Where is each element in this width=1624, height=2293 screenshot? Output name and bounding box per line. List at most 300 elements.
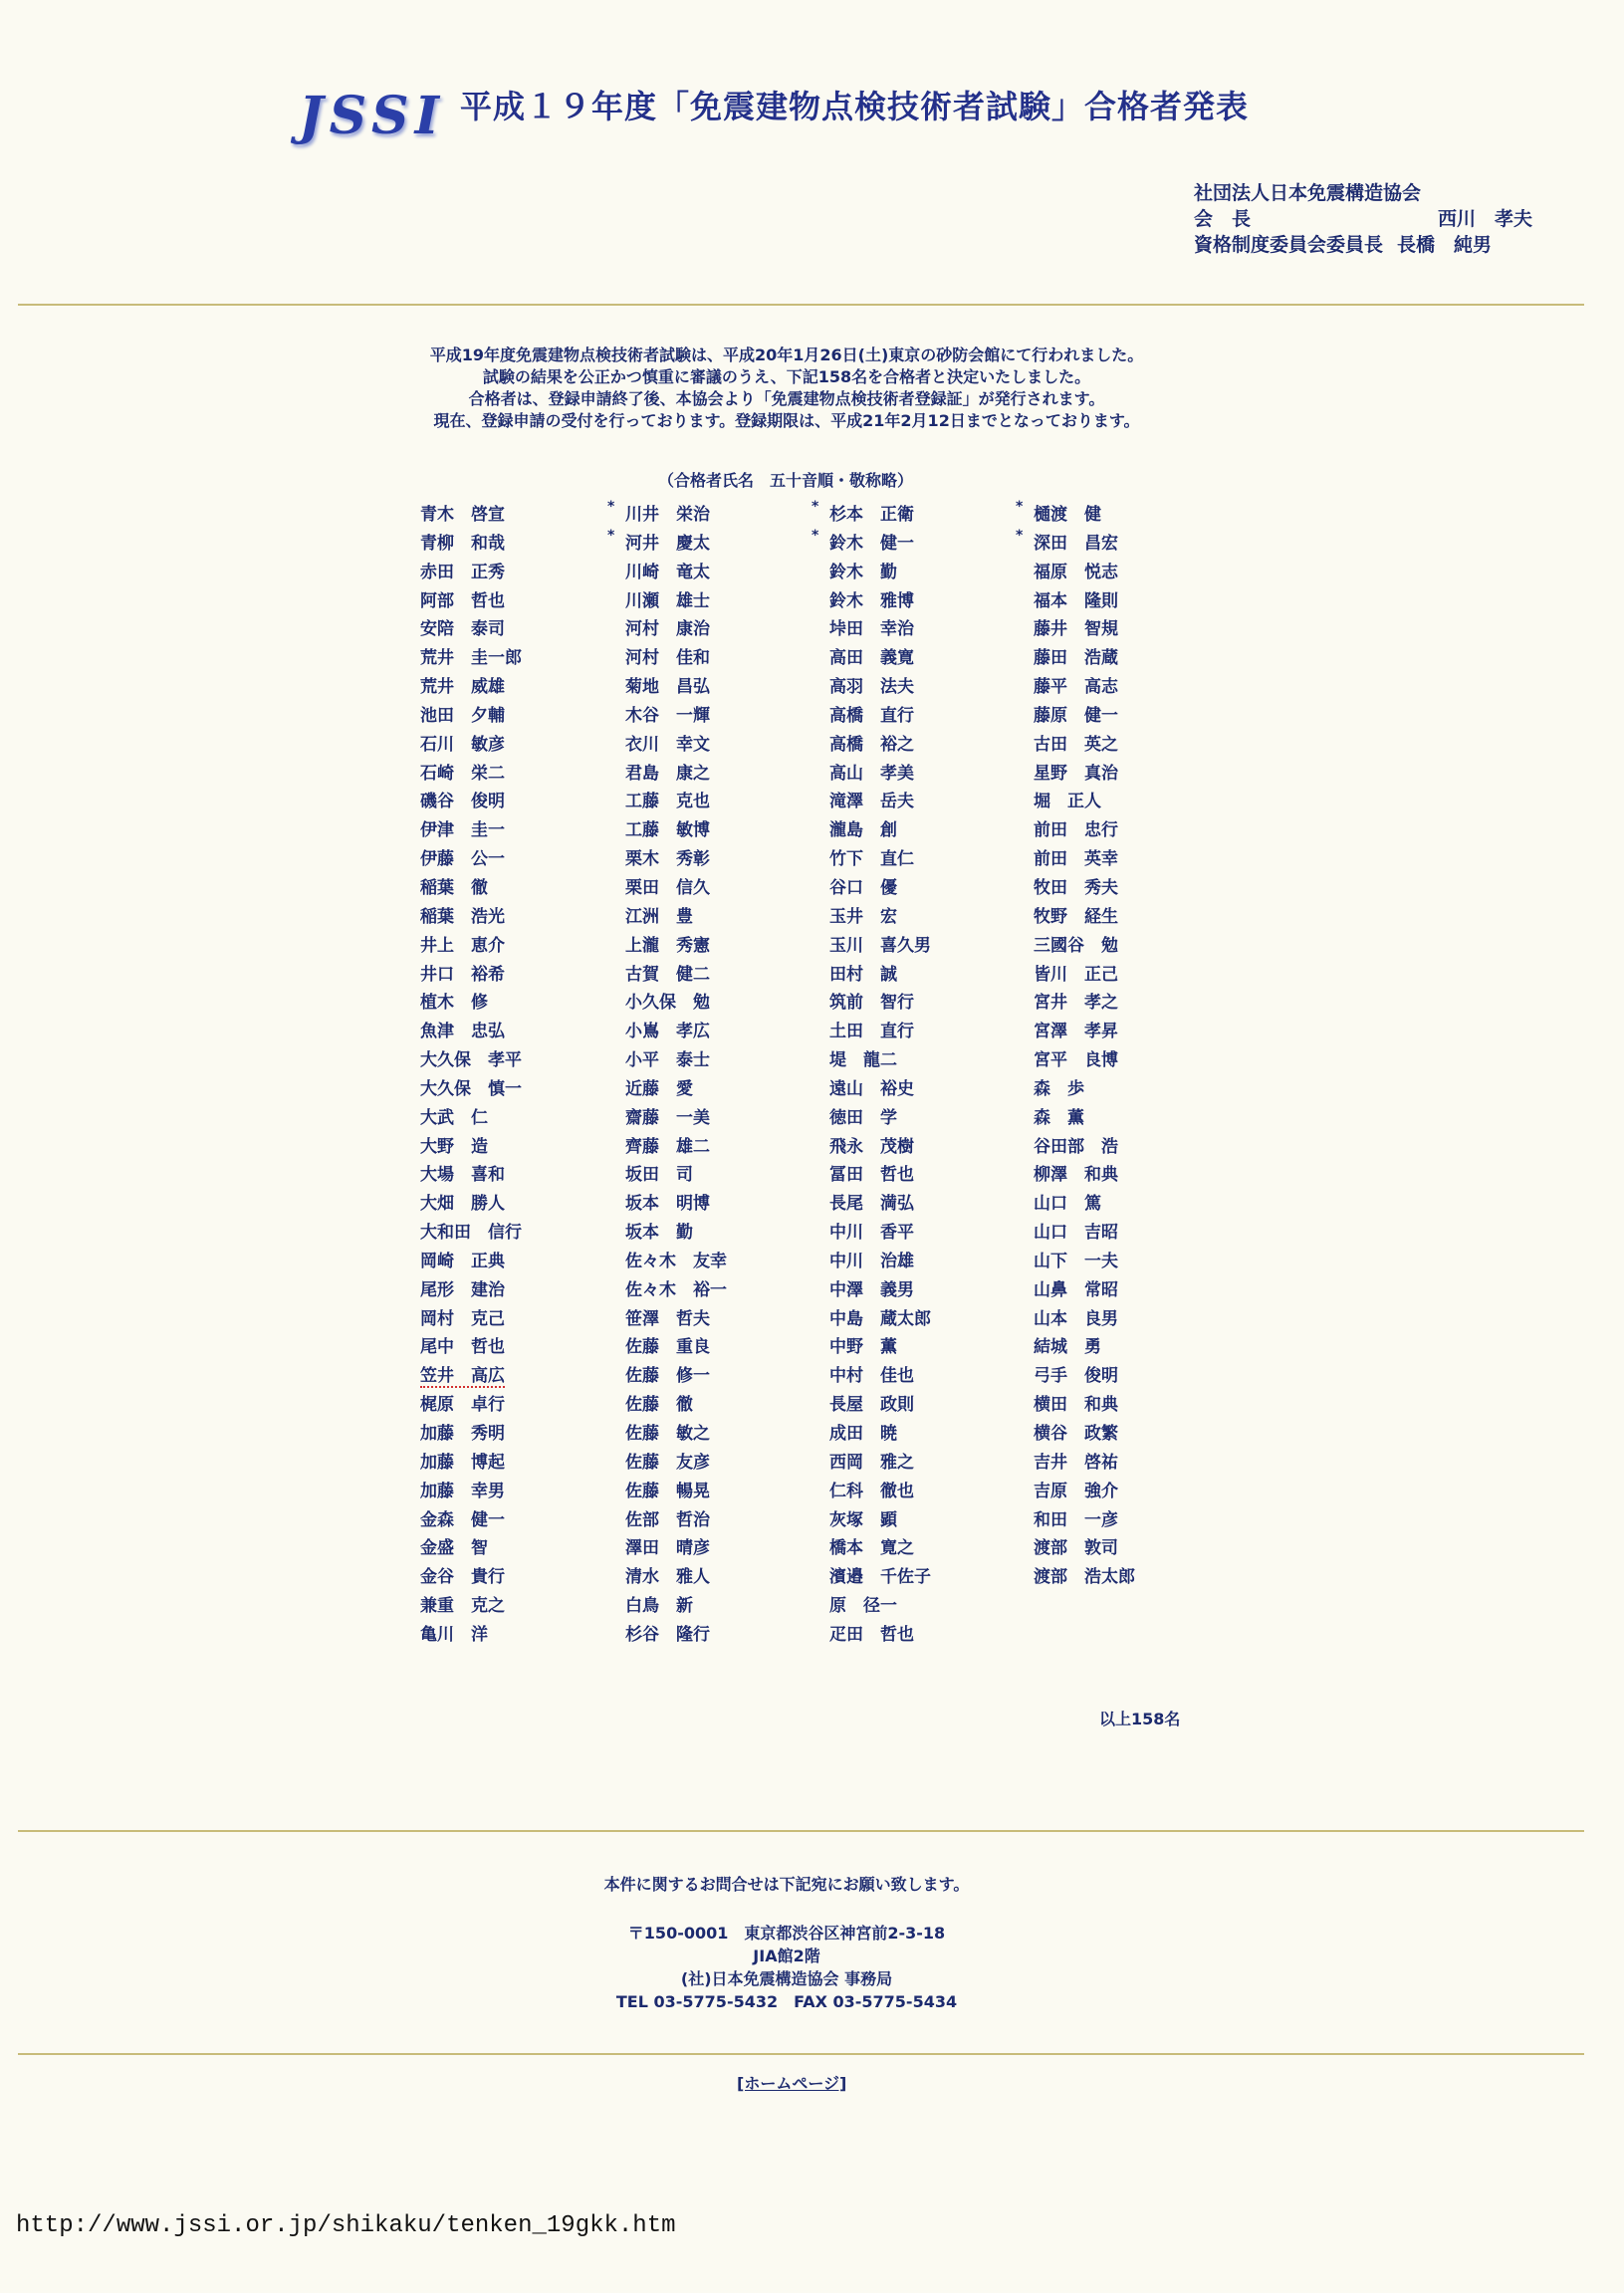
name-text: 安陪 泰司 [420,619,505,640]
name-text: 遠山 裕史 [829,1078,914,1099]
name-entry [1034,1478,1233,1506]
name-entry [829,1592,1029,1621]
name-entry [607,527,824,559]
name-entry [1034,587,1233,616]
name-entry [625,1563,824,1592]
name-text: 飛永 茂樹 [829,1136,914,1157]
name-entry [1034,1449,1233,1478]
name-text: 井上 恵介 [420,935,505,956]
name-entry [1034,1420,1233,1449]
name-text: 佐藤 敏之 [625,1424,710,1444]
org-president [1194,206,1532,232]
name-entry [829,1563,1029,1592]
name-entry [420,989,619,1018]
name-entry [420,731,619,760]
org-name-text: 社団法人日本免震構造協会 [1194,182,1422,204]
name-entry [1034,1018,1233,1046]
name-text: 清水 雅人 [625,1567,710,1588]
name-entry [625,816,824,845]
divider-middle [18,1830,1584,1832]
name-text: 高橋 直行 [829,705,914,726]
name-text: 藤平 高志 [1034,677,1118,698]
list-heading: （合格者氏名 五十音順・敬称略） [658,471,914,490]
name-entry [829,1478,1029,1506]
name-entry [420,1190,619,1219]
name-entry [829,615,1029,644]
name-text: 藤原 健一 [1034,705,1118,726]
name-entry [420,903,619,932]
name-text: 森 歩 [1034,1078,1084,1099]
name-entry [829,1018,1029,1046]
name-entry [829,1449,1029,1478]
name-text: 小嶌 孝広 [625,1022,710,1042]
contact-address [488,1922,1085,2013]
name-text: 長屋 政則 [829,1395,914,1416]
name-text: 前田 忠行 [1034,820,1118,841]
name-text: 河村 康治 [625,619,710,640]
name-entry [829,1161,1029,1190]
name-text: 荒井 圭一郎 [420,648,522,669]
name-entry [625,673,824,702]
name-text: 牧野 経生 [1034,906,1118,927]
names-column-3 [812,499,1029,1650]
name-text: 青木 啓宣 [420,505,505,525]
name-text: 近藤 愛 [625,1078,693,1099]
name-text: 井口 裕希 [420,964,505,985]
name-entry [1034,903,1233,932]
name-text: 宮平 良博 [1034,1050,1118,1071]
chair-role: 資格制度委員会委員長 [1194,234,1384,256]
names-column-4 [1016,499,1233,1592]
name-text: 高羽 法夫 [829,677,914,698]
name-text: 冨田 哲也 [829,1165,914,1186]
name-entry [1034,989,1233,1018]
name-entry [420,1563,619,1592]
name-entry [625,1276,824,1305]
name-text: 阿部 哲也 [420,590,505,611]
name-entry [1034,1563,1233,1592]
page-url: http://www.jssi.or.jp/shikaku/tenken_19gkk.htm [16,2212,676,2239]
name-entry [420,1075,619,1104]
names-column-2 [607,499,824,1650]
name-entry [1034,788,1233,816]
name-text: 弓手 俊明 [1034,1366,1118,1387]
name-text: 杉本 正衛 [829,505,914,525]
name-text: 藤田 浩蔵 [1034,648,1118,669]
name-entry [1034,932,1233,961]
name-text: 池田 夕輔 [420,705,505,726]
name-entry [625,1219,824,1248]
name-entry [1034,1391,1233,1420]
name-entry [829,731,1029,760]
name-text: 高山 孝美 [829,763,914,784]
name-text: 伊藤 公一 [420,849,505,870]
name-text: 原 径一 [829,1596,897,1617]
name-entry [829,1333,1029,1362]
name-entry [829,673,1029,702]
name-entry [829,816,1029,845]
address-line: (社)日本免震構造協会 事務局 [680,1969,893,1988]
divider-top [18,304,1584,306]
name-text: 長尾 満弘 [829,1194,914,1215]
name-text: 大和田 信行 [420,1223,522,1244]
name-text: 高田 義寛 [829,648,914,669]
name-entry [420,1018,619,1046]
name-text: 大畑 勝人 [420,1194,505,1215]
intro-text [249,344,1324,432]
name-entry [1034,1248,1233,1276]
name-entry [625,1621,824,1650]
name-entry [829,989,1029,1018]
name-text: 徳田 学 [829,1107,897,1128]
name-text: 三國谷 勉 [1034,935,1118,956]
name-text: 石崎 栄二 [420,763,505,784]
contact-title: 本件に関するお問合せは下記宛にお願い致します。 [603,1875,970,1894]
name-entry [829,1190,1029,1219]
name-text: 金森 健一 [420,1509,505,1530]
name-entry [829,1133,1029,1162]
name-entry [625,1333,824,1362]
name-text: 尾中 哲也 [420,1337,505,1358]
name-entry [420,1104,619,1133]
name-text: 栗木 秀彰 [625,849,710,870]
name-text: 菊地 昌弘 [625,677,710,698]
name-entry [1034,1046,1233,1075]
name-text: 古賀 健二 [625,964,710,985]
name-entry [829,961,1029,990]
names-column-1 [420,501,619,1650]
name-entry [829,1104,1029,1133]
name-text: 尾形 建治 [420,1279,505,1300]
name-entry [625,845,824,874]
name-text: 佐々木 友幸 [625,1251,727,1271]
name-entry [625,1534,824,1563]
star-mark: * [1016,499,1024,515]
name-entry [829,1248,1029,1276]
name-text: 横谷 政繁 [1034,1424,1118,1444]
name-text: 鈴木 雅博 [829,590,914,611]
intro-line: 現在、登録申請の受付を行っております。登録期限は、平成21年2月12日までとなっております。 [433,411,1140,430]
name-entry [625,702,824,731]
name-entry [420,1161,619,1190]
name-text: 西岡 雅之 [829,1452,914,1473]
name-entry [829,932,1029,961]
star-mark: * [607,499,615,515]
name-text: 坂本 明博 [625,1194,710,1215]
name-text: 福本 隆則 [1034,590,1118,611]
name-text: 木谷 一輝 [625,705,710,726]
name-entry [1034,874,1233,903]
name-text: 竹下 直仁 [829,849,914,870]
name-entry [625,1478,824,1506]
name-text: 河井 慶太 [625,533,710,554]
name-entry [420,587,619,616]
name-text: 星野 真治 [1034,763,1118,784]
name-entry [1016,499,1233,530]
name-entry [829,760,1029,789]
name-entry [420,1592,619,1621]
name-entry [420,1391,619,1420]
name-entry [1034,1190,1233,1219]
name-entry [420,1449,619,1478]
name-text: 加藤 幸男 [420,1481,505,1501]
name-entry [625,932,824,961]
name-entry [625,1305,824,1334]
name-text: 伊津 圭一 [420,820,505,841]
name-entry [829,1534,1029,1563]
intro-line: 平成19年度免震建物点検技術者試験は、平成20年1月26日(土)東京の砂防会館にて行われました。 [429,345,1144,364]
name-text: 和田 一彦 [1034,1509,1118,1530]
name-text: 堤 龍二 [829,1050,897,1071]
name-entry [625,1592,824,1621]
name-entry [812,499,1029,530]
name-text: 玉川 喜久男 [829,935,931,956]
name-entry [625,1420,824,1449]
name-text: 河村 佳和 [625,648,710,669]
name-entry [420,874,619,903]
name-text: 小平 泰士 [625,1050,710,1071]
name-text: 江洲 豊 [625,906,693,927]
name-entry [829,1075,1029,1104]
name-text: 谷田部 浩 [1034,1136,1118,1157]
star-mark: * [1016,527,1024,544]
name-text: 中川 香平 [829,1223,914,1244]
name-text: 山口 吉昭 [1034,1223,1118,1244]
name-entry [1034,1104,1233,1133]
name-entry [1034,1276,1233,1305]
name-entry [625,1506,824,1535]
name-text: 結城 勇 [1034,1337,1101,1358]
star-mark: * [812,527,819,544]
name-text: 成田 暁 [829,1424,897,1444]
name-entry [625,1075,824,1104]
homepage-link[interactable]: [ホームページ] [737,2074,847,2093]
name-text: 横田 和典 [1034,1395,1118,1416]
name-text: 兼重 克之 [420,1596,505,1617]
name-text: 宮澤 孝昇 [1034,1022,1118,1042]
name-entry [1034,559,1233,587]
name-text: 稲葉 徹 [420,877,488,898]
name-text: 稲葉 浩光 [420,906,505,927]
name-text: 吉原 強介 [1034,1481,1118,1501]
name-text: 鈴木 健一 [829,533,914,554]
total-count: 以上158名 [1099,1710,1181,1728]
name-entry [420,760,619,789]
name-entry [420,1621,619,1650]
name-entry [1034,1219,1233,1248]
name-text: 灰塚 顕 [829,1509,897,1530]
name-text: 渡部 敦司 [1034,1538,1118,1559]
name-text: 大久保 孝平 [420,1050,522,1071]
name-text: 瀧島 創 [829,820,897,841]
name-text: 金谷 貴行 [420,1567,505,1588]
name-entry [625,1362,824,1391]
name-entry [420,501,619,530]
name-text: 大野 造 [420,1136,488,1157]
page-title: 平成１９年度「免震建物点検技術者試験」合格者発表 [460,88,1250,125]
name-entry [829,644,1029,673]
jssi-logo: JSSI [299,86,445,146]
name-entry [420,845,619,874]
name-text: 加藤 秀明 [420,1424,505,1444]
name-entry [420,1046,619,1075]
name-entry [625,1046,824,1075]
name-entry [420,788,619,816]
name-text: 大場 喜和 [420,1165,505,1186]
name-text: 佐々木 裕一 [625,1279,727,1300]
name-entry [625,1104,824,1133]
name-text: 岡村 克己 [420,1308,505,1329]
org-name [1194,180,1532,206]
name-entry [420,1276,619,1305]
name-text: 福原 悦志 [1034,562,1118,582]
name-entry [420,1506,619,1535]
name-text: 佐藤 重良 [625,1337,710,1358]
name-text: 山下 一夫 [1034,1251,1118,1271]
name-text: 堀 正人 [1034,792,1101,812]
name-text: 川崎 竜太 [625,562,710,582]
name-entry [420,1333,619,1362]
star-mark: * [812,499,819,515]
name-entry [625,1391,824,1420]
name-text: 亀川 洋 [420,1624,488,1645]
name-entry [1034,1506,1233,1535]
name-entry [625,731,824,760]
name-text: 濱邉 千佐子 [829,1567,931,1588]
name-entry [829,1621,1029,1650]
name-entry [1034,1161,1233,1190]
chair-name: 長橋 純男 [1397,234,1493,256]
name-text: 柳澤 和典 [1034,1165,1118,1186]
name-entry [420,530,619,559]
name-text: 中澤 義男 [829,1279,914,1300]
name-entry [420,1534,619,1563]
name-text: 高橋 裕之 [829,734,914,755]
name-text: 白鳥 新 [625,1596,693,1617]
name-text: 大武 仁 [420,1107,488,1128]
name-text: 梶原 卓行 [420,1395,505,1416]
name-text: 山口 篤 [1034,1194,1101,1215]
name-entry [1034,702,1233,731]
name-text: 前田 英幸 [1034,849,1118,870]
name-entry [1034,1362,1233,1391]
name-entry [829,1276,1029,1305]
name-entry [829,874,1029,903]
address-line: 〒150-0001 東京都渋谷区神宮前2-3-18 [627,1924,946,1943]
divider-bottom [18,2053,1584,2055]
name-entry [829,702,1029,731]
name-text: 坂本 勤 [625,1223,693,1244]
name-entry [1034,1305,1233,1334]
name-entry [829,1046,1029,1075]
name-text: 渡部 浩太郎 [1034,1567,1135,1588]
name-text: 工藤 克也 [625,792,710,812]
name-text: 筑前 智行 [829,993,914,1014]
name-text: 古田 英之 [1034,734,1118,755]
name-text: 谷口 優 [829,877,897,898]
name-entry [420,1478,619,1506]
name-text: 荒井 威雄 [420,677,505,698]
name-entry [625,559,824,587]
name-entry [420,673,619,702]
name-text: 土田 直行 [829,1022,914,1042]
name-text: 君島 康之 [625,763,710,784]
name-text: 金盛 智 [420,1538,488,1559]
name-text: 山本 良男 [1034,1308,1118,1329]
name-text: 中川 治雄 [829,1251,914,1271]
president-role: 会 長 [1194,208,1252,230]
name-entry [625,961,824,990]
name-text: 佐藤 暢晃 [625,1481,710,1501]
name-entry [829,587,1029,616]
name-entry [625,615,824,644]
name-entry [420,644,619,673]
name-entry [1034,961,1233,990]
name-entry [420,1248,619,1276]
name-text: 皆川 正己 [1034,964,1118,985]
name-text: 栗田 信久 [625,877,710,898]
name-entry [420,1362,619,1391]
name-text: 佐藤 友彦 [625,1452,710,1473]
name-entry [625,1449,824,1478]
name-entry [625,788,824,816]
name-entry [420,1219,619,1248]
name-text: 垰田 幸治 [829,619,914,640]
name-entry [1034,1333,1233,1362]
name-entry [1034,673,1233,702]
name-entry [625,587,824,616]
intro-line: 試験の結果を公正かつ慎重に審議のうえ、下記158名を合格者と決定いたしました。 [482,367,1091,386]
org-chair [1194,232,1532,258]
name-text: 玉井 宏 [829,906,897,927]
name-entry [1034,845,1233,874]
name-entry [420,615,619,644]
name-entry [1034,1133,1233,1162]
name-text: 石川 敏彦 [420,734,505,755]
name-entry [625,903,824,932]
name-entry [829,845,1029,874]
name-entry [625,1161,824,1190]
name-text: 齋藤 一美 [625,1107,710,1128]
name-text: 澤田 晴彦 [625,1538,710,1559]
name-text: 橋本 寛之 [829,1538,914,1559]
name-entry [829,788,1029,816]
name-text: 牧田 秀夫 [1034,877,1118,898]
name-entry [420,961,619,990]
name-text: 杉谷 隆行 [625,1624,710,1645]
name-text: 齊藤 雄二 [625,1136,710,1157]
name-entry [420,932,619,961]
name-entry [625,1248,824,1276]
name-entry [829,1420,1029,1449]
name-entry [829,1219,1029,1248]
name-entry [1034,1534,1233,1563]
name-text: 磯谷 俊明 [420,792,505,812]
name-entry [420,559,619,587]
name-text: 中村 佳也 [829,1366,914,1387]
name-entry [1034,644,1233,673]
name-text: 青柳 和哉 [420,533,505,554]
name-entry [625,989,824,1018]
name-text: 中野 薫 [829,1337,897,1358]
organization-block [1194,180,1532,258]
name-text: 滝澤 岳夫 [829,792,914,812]
intro-line: 合格者は、登録申請終了後、本協会より「免震建物点検技術者登録証」が発行されます。 [468,389,1105,408]
address-line: TEL 03-5775-5432 FAX 03-5775-5434 [615,1992,958,2011]
name-text: 植木 修 [420,993,488,1014]
name-text: 大久保 慎一 [420,1078,522,1099]
star-mark: * [607,527,615,544]
